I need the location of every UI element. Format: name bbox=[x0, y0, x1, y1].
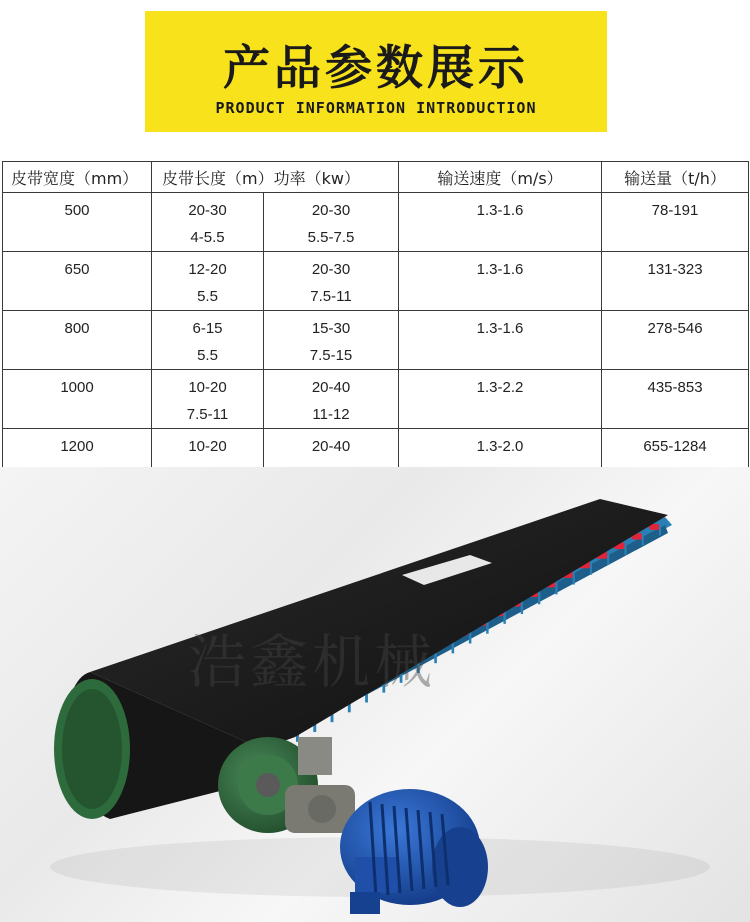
cell-belt-width-value: 1000 bbox=[60, 379, 94, 396]
watermark-text: 浩鑫机械 bbox=[188, 628, 437, 696]
header-speed: 输送速度（m/s） bbox=[399, 162, 602, 193]
table-row bbox=[3, 311, 749, 370]
cell-belt-length-value: 6-15 bbox=[192, 320, 223, 337]
cell-belt-length-value: 20-30 bbox=[188, 202, 227, 219]
cell-belt-length bbox=[152, 193, 264, 252]
cell-belt-length-value: 5.5 bbox=[197, 347, 218, 364]
banner-subtitle: PRODUCT INFORMATION INTRODUCTION bbox=[215, 99, 537, 117]
cell-belt-width-value: 500 bbox=[64, 202, 90, 219]
cell-belt-width-value: 650 bbox=[64, 261, 90, 278]
cell-capacity-value: 131-323 bbox=[647, 261, 703, 278]
header-belt-width: 皮带宽度（mm） bbox=[3, 162, 152, 193]
cell-power-value: 7.5-15 bbox=[309, 347, 353, 364]
cell-belt-length bbox=[152, 370, 264, 429]
header-length-power: 皮带长度（m）功率（kw） bbox=[152, 162, 399, 193]
cell-belt-width bbox=[3, 193, 152, 252]
product-photo bbox=[0, 467, 750, 922]
roller-bracket bbox=[624, 539, 626, 555]
cell-power-value: 20-30 bbox=[311, 202, 351, 219]
cell-power-value: 7.5-11 bbox=[310, 288, 352, 305]
cell-belt-length-value: 10-20 bbox=[188, 438, 227, 455]
cell-speed bbox=[399, 370, 602, 429]
banner-title: 产品参数展示 bbox=[223, 41, 529, 96]
cell-power bbox=[264, 311, 399, 370]
cell-belt-length-value: 10-20 bbox=[188, 379, 227, 396]
table-row bbox=[3, 370, 749, 429]
roller-bracket bbox=[659, 521, 661, 535]
cell-capacity bbox=[602, 370, 749, 429]
cell-belt-length bbox=[152, 252, 264, 311]
cell-belt-width-value: 1200 bbox=[60, 438, 94, 455]
cell-belt-width-value: 800 bbox=[64, 320, 90, 337]
title-banner bbox=[145, 11, 607, 132]
electric-motor bbox=[340, 789, 488, 914]
cell-speed-value: 1.3-1.6 bbox=[476, 202, 524, 219]
cell-belt-length bbox=[152, 311, 264, 370]
cell-capacity bbox=[602, 311, 749, 370]
cell-speed-value: 1.3-2.2 bbox=[476, 379, 524, 396]
cell-capacity-value: 655-1284 bbox=[643, 438, 707, 455]
cell-speed bbox=[399, 193, 602, 252]
cell-belt-width bbox=[3, 370, 152, 429]
cell-belt-width bbox=[3, 311, 152, 370]
cell-power-value: 11-12 bbox=[312, 406, 350, 423]
cell-speed-value: 1.3-2.0 bbox=[476, 438, 524, 455]
cell-power-value: 20-40 bbox=[311, 379, 351, 396]
cell-belt-length-value: 4-5.5 bbox=[190, 229, 225, 246]
cell-speed-value: 1.3-1.6 bbox=[476, 261, 524, 278]
cell-power bbox=[264, 370, 399, 429]
cell-speed bbox=[399, 252, 602, 311]
header-capacity: 输送量（t/h） bbox=[602, 162, 749, 193]
cell-speed-value: 1.3-1.6 bbox=[476, 320, 524, 337]
cell-power-value: 20-40 bbox=[311, 438, 351, 455]
cell-capacity bbox=[602, 252, 749, 311]
cell-belt-length-value: 12-20 bbox=[188, 261, 227, 278]
table-row bbox=[3, 193, 749, 252]
table-row bbox=[3, 252, 749, 311]
cell-belt-length-value: 7.5-11 bbox=[186, 406, 229, 423]
cell-belt-length-value: 5.5 bbox=[197, 288, 218, 305]
cell-speed bbox=[399, 311, 602, 370]
table-header-row bbox=[3, 162, 749, 193]
cell-capacity bbox=[602, 193, 749, 252]
spec-table bbox=[2, 161, 749, 488]
cell-capacity-value: 435-853 bbox=[647, 379, 703, 396]
cell-power-value: 15-30 bbox=[311, 320, 351, 337]
cell-power-value: 5.5-7.5 bbox=[307, 229, 355, 246]
cell-capacity-value: 278-546 bbox=[647, 320, 703, 337]
cell-power-value: 20-30 bbox=[311, 261, 351, 278]
cell-belt-width bbox=[3, 252, 152, 311]
cell-power bbox=[264, 252, 399, 311]
cell-capacity-value: 78-191 bbox=[651, 202, 699, 219]
roller-bracket bbox=[642, 530, 644, 545]
cell-power bbox=[264, 193, 399, 252]
